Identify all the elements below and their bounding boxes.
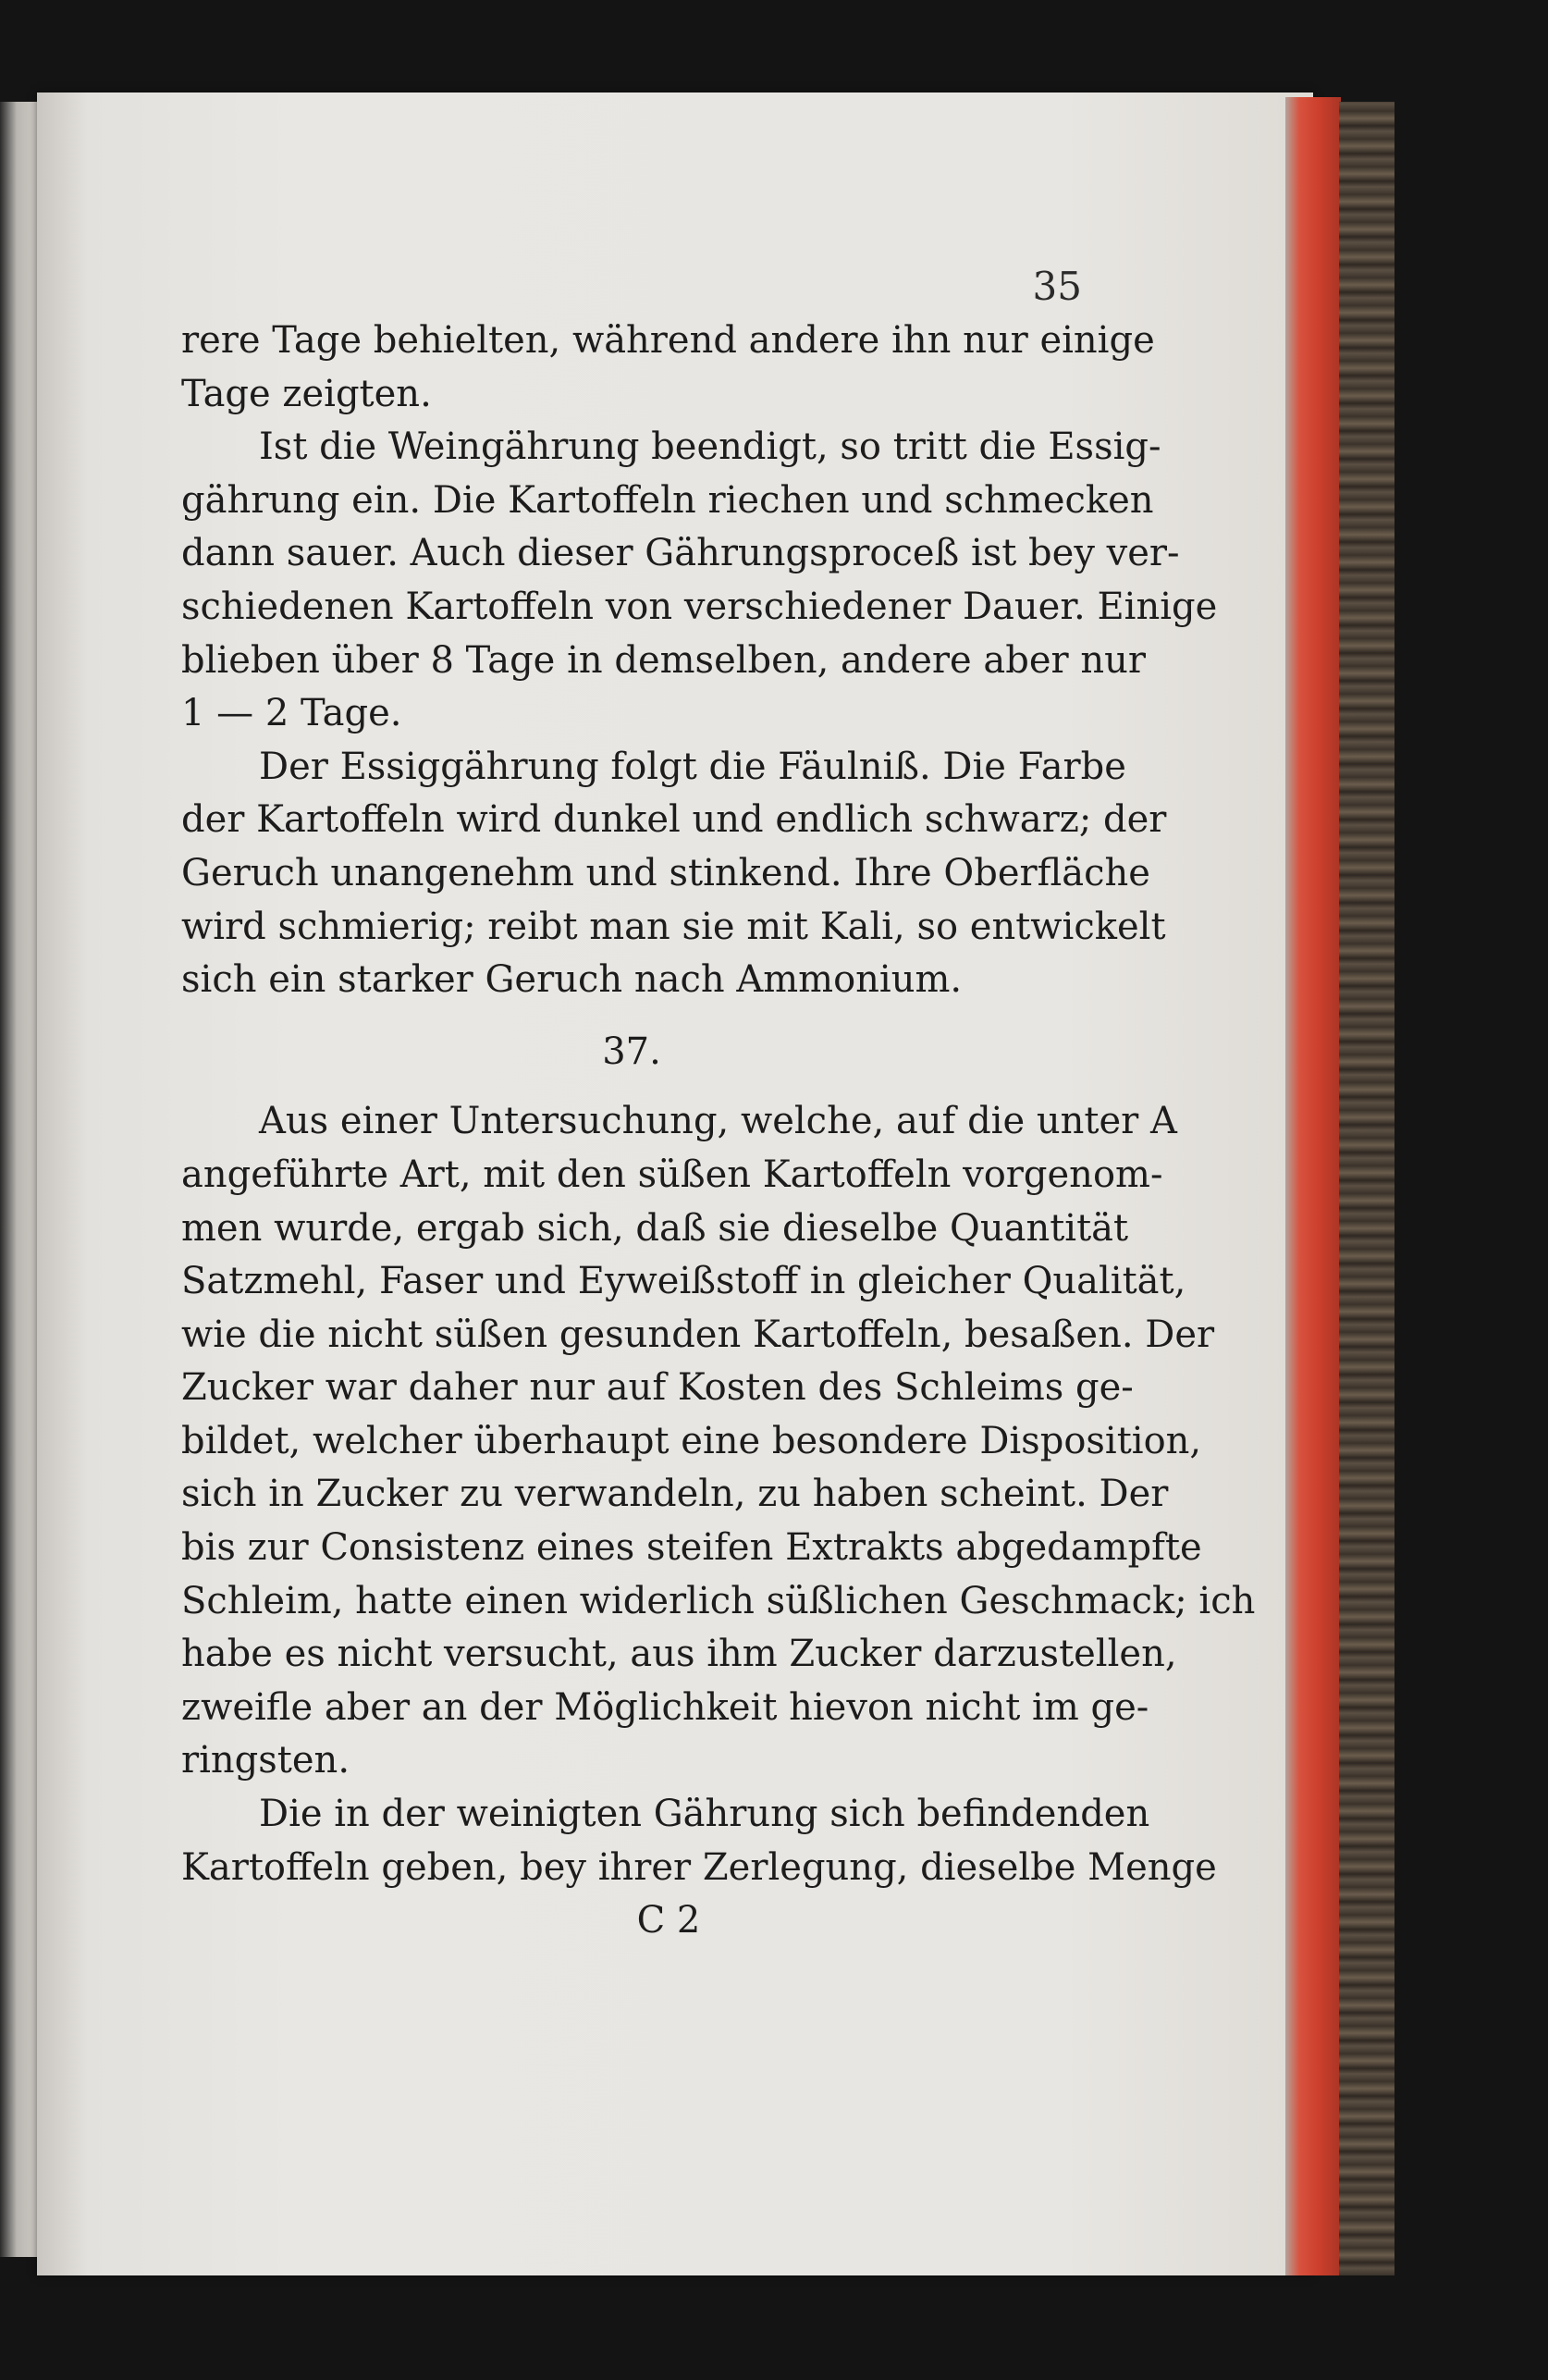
text-line: men wurde, ergab sich, daß sie dieselbe Quantität (181, 1206, 1129, 1250)
page-text (181, 268, 1256, 1948)
text-line: gährung ein. Die Kartoffeln riechen und schmecken (181, 478, 1154, 522)
text-line: Ist die Weingährung beendigt, so tritt die Essig- (259, 425, 1161, 469)
text-line: dann sauer. Auch dieser Gährungsproceß ist bey ver- (181, 532, 1180, 575)
section-number: 37. (602, 1030, 661, 1073)
text-line: Zucker war daher nur auf Kosten des Schleims ge- (181, 1366, 1134, 1410)
red-page-edge (1285, 97, 1341, 2275)
left-page-edge (0, 102, 37, 2257)
text-line: zweifle aber an der Möglichkeit hievon nicht im ge- (181, 1685, 1149, 1729)
text-line: wie die nicht süßen gesunden Kartoffeln, besaßen. Der (181, 1313, 1215, 1356)
text-line: Geruch unangenehm und stinkend. Ihre Oberfläche (181, 851, 1150, 894)
text-line: Der Essiggährung folgt die Fäulniß. Die Farbe (259, 745, 1126, 788)
text-line: Aus einer Untersuchung, welche, auf die unter A (259, 1100, 1177, 1143)
signature-mark: C 2 (636, 1899, 701, 1942)
text-line: rere Tage behielten, während andere ihn nur einige (181, 319, 1155, 362)
text-line: blieben über 8 Tage in demselben, andere aber nur (181, 638, 1147, 682)
text-line: sich ein starker Geruch nach Ammonium. (181, 958, 963, 1002)
text-line: bildet, welcher überhaupt eine besondere Disposition, (181, 1419, 1202, 1462)
text-line: Satzmehl, Faser und Eyweißstoff in gleicher Qualität, (181, 1260, 1186, 1303)
text-line: sich in Zucker zu verwandeln, zu haben scheint. Der (181, 1473, 1169, 1516)
text-line: ringsten. (181, 1739, 350, 1782)
text-line: Schleim, hatte einen widerlich süßlichen Geschmack; ich (181, 1579, 1256, 1622)
book-cover-edge (1339, 102, 1394, 2275)
text-line: schiedenen Kartoffeln von verschiedener Dauer. Einige (181, 585, 1218, 628)
text-line: angeführte Art, mit den süßen Kartoffeln vorgenom- (181, 1153, 1163, 1196)
text-line: bis zur Consistenz eines steifen Extrakts abgedampfte (181, 1526, 1202, 1570)
text-line: Die in der weinigten Gährung sich befindenden (259, 1793, 1150, 1836)
text-line: 1 — 2 Tage. (181, 692, 402, 735)
text-line: habe es nicht versucht, aus ihm Zucker darzustellen, (181, 1633, 1177, 1676)
text-line: Tage zeigten. (181, 372, 432, 415)
text-line: wird schmierig; reibt man sie mit Kali, so entwickelt (181, 905, 1166, 948)
text-line: Kartoffeln geben, bey ihrer Zerlegung, dieselbe Menge (181, 1845, 1217, 1889)
text-line: der Kartoffeln wird dunkel und endlich schwarz; der (181, 798, 1167, 842)
page-number: 35 (1032, 264, 1082, 309)
